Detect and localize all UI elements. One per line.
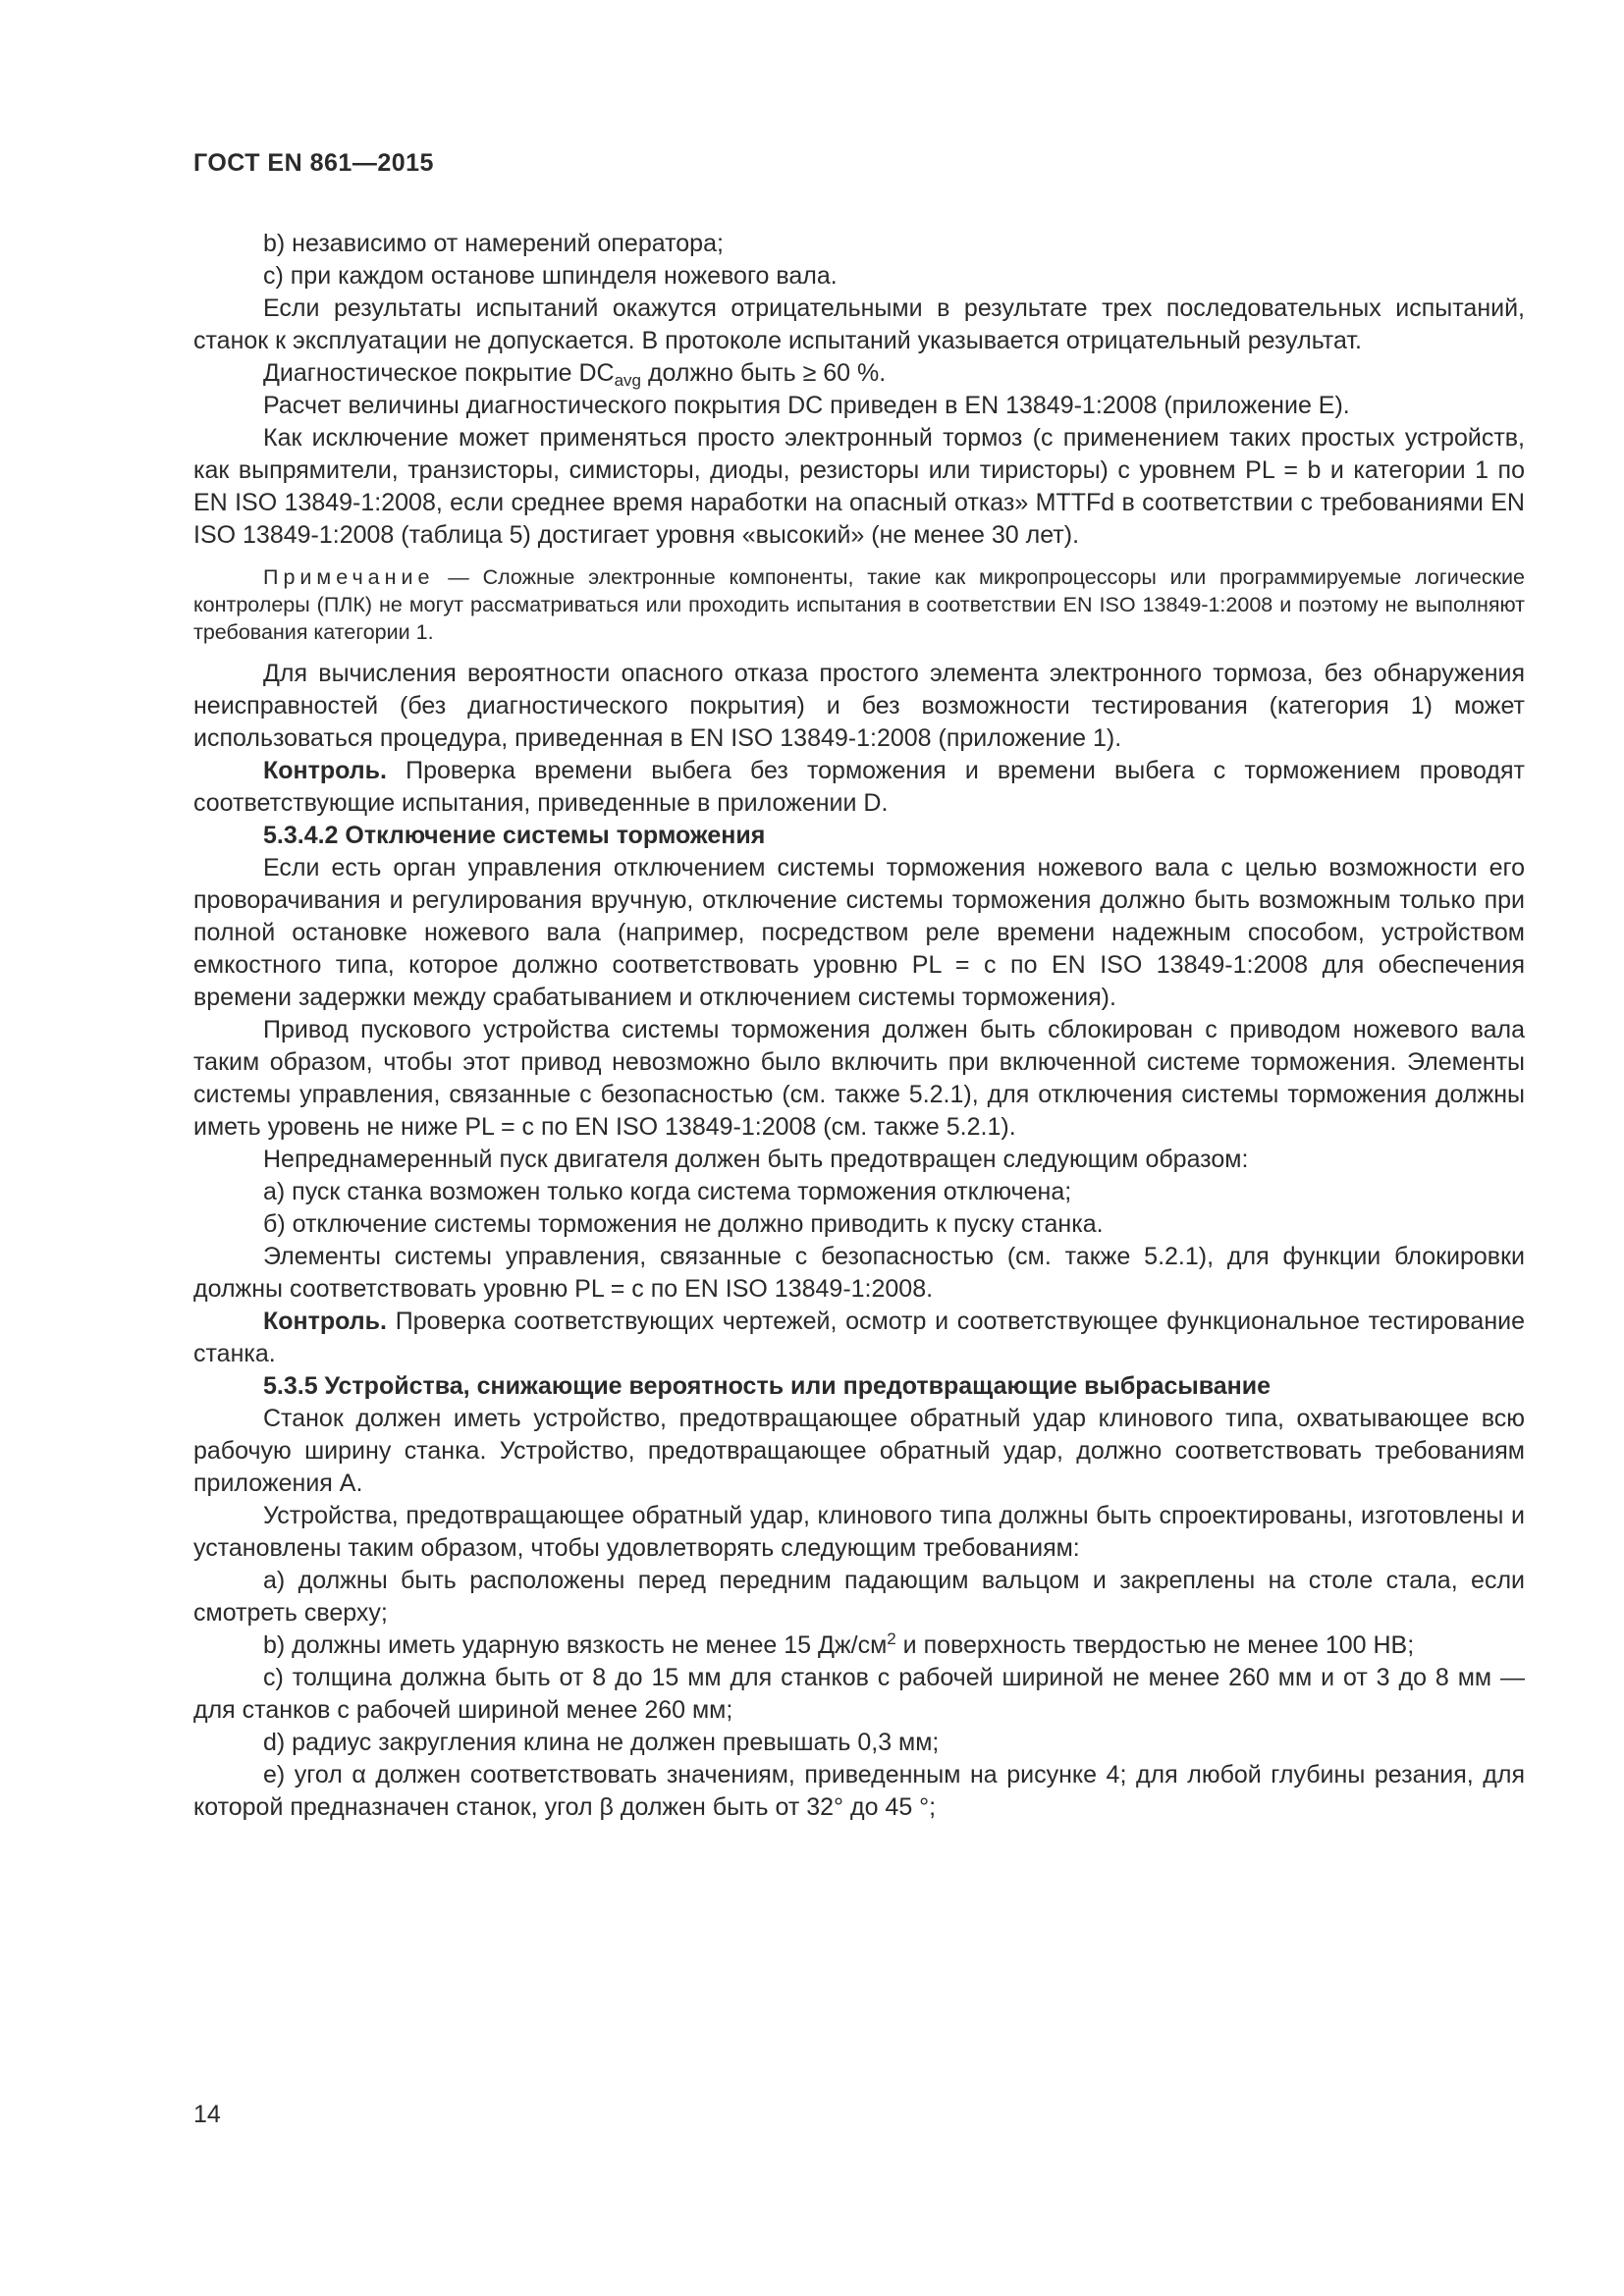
list-item: c) при каждом останове шпинделя ножевого вала. — [263, 262, 838, 290]
paragraph-text: Проверка соответствующих чертежей, осмотр и соответствующее функциональное тестирование станка. — [193, 1308, 1525, 1367]
paragraph-text: b) должны иметь ударную вязкость не менее 15 Дж/см — [263, 1631, 888, 1659]
page-body — [193, 228, 1525, 1824]
subscript: avg — [614, 371, 641, 390]
paragraph: Расчет величины диагностического покрытия DC приведен в EN 13849-1:2008 (приложение E). — [263, 392, 1350, 419]
note — [193, 563, 1525, 646]
paragraph-text: и поверхность твердостью не менее 100 HB; — [895, 1631, 1415, 1659]
control-label: Контроль. — [263, 1308, 387, 1335]
paragraph: Если результаты испытаний окажутся отрицательными в результате трех последовательных испытаний, станок к эксплуатации не допускается. В протоколе испытаний указывается отрицательный результат. — [193, 294, 1525, 354]
paragraph — [193, 755, 1525, 820]
section-heading: 5.3.4.2 Отключение системы торможения — [263, 822, 766, 849]
superscript: 2 — [887, 1629, 896, 1648]
note-text: — Сложные электронные компоненты, такие как микропроцессоры или программируемые логические контролеры (ПЛК) не могут рассматриваться или проходить испытания в соответствии EN ISO 13849-1:2008 и поэтому не выполняют требования категории 1. — [193, 565, 1525, 644]
list-item: b) независимо от намерений оператора; — [263, 230, 724, 257]
list-item: б) отключение системы торможения не должно приводить к пуску станка. — [263, 1210, 1104, 1238]
list-item: c) толщина должна быть от 8 до 15 мм для станков с рабочей шириной не менее 260 мм и от 3 до 8 мм — для станков с рабочей шириной менее 260 мм; — [193, 1664, 1525, 1724]
note-label: Примечание — [263, 565, 435, 589]
paragraph: Устройства, предотвращающее обратный удар, клинового типа должны быть спроектированы, изготовлены и установлены таким образом, чтобы удовлетворять следующим требованиям: — [193, 1502, 1525, 1562]
paragraph-text: Диагностическое покрытие DC — [263, 359, 615, 387]
paragraph — [193, 1306, 1525, 1370]
page-number: 14 — [193, 2101, 221, 2128]
paragraph: Элементы системы управления, связанные с безопасностью (см. также 5.2.1), для функции блокировки должны соответствовать уровню PL = c по EN ISO 13849-1:2008. — [193, 1243, 1525, 1303]
paragraph: Непреднамеренный пуск двигателя должен быть предотвращен следующим образом: — [263, 1146, 1249, 1173]
paragraph: Привод пускового устройства системы торможения должен быть сблокирован с приводом ножевого вала таким образом, чтобы этот привод невозможно было включить при включенной системе торможения. Элементы системы управления, связанные с безопасностью (см. также 5.2.1), для отключения системы торможения должны иметь уровень не ниже PL = c по EN ISO 13849-1:2008 (см. также 5.2.1). — [193, 1016, 1525, 1141]
control-label: Контроль. — [263, 757, 387, 784]
paragraph-text: Проверка времени выбега без торможения и времени выбега с торможением проводят соответствующие испытания, приведенные в приложении D. — [193, 757, 1525, 817]
list-item: d) радиус закругления клина не должен превышать 0,3 мм; — [263, 1729, 940, 1756]
paragraph — [193, 357, 1525, 390]
list-item: e) угол α должен соответствовать значениям, приведенным на рисунке 4; для любой глубины резания, для которой предназначен станок, угол β должен быть от 32° до 45 °; — [193, 1761, 1525, 1821]
paragraph: Станок должен иметь устройство, предотвращающее обратный удар клинового типа, охватывающее всю рабочую ширину станка. Устройство, предотвращающее обратный удар, должно соответствовать требованиям приложения A. — [193, 1405, 1525, 1497]
list-item — [193, 1629, 1525, 1662]
paragraph: Для вычисления вероятности опасного отказа простого элемента электронного тормоза, без обнаружения неисправностей (без диагностического покрытия) и без возможности тестирования (категория 1) может использоваться процедура, приведенная в EN ISO 13849-1:2008 (приложение 1). — [193, 660, 1525, 752]
paragraph: Если есть орган управления отключением системы торможения ножевого вала с целью возможности его проворачивания и регулирования вручную, отключение системы торможения должно быть возможным только при полной остановке ножевого вала (например, посредством реле времени надежным способом, устройством емкостного типа, которое должно соответствовать уровню PL = c по EN ISO 13849-1:2008 для обеспечения времени задержки между срабатыванием и отключением системы торможения). — [193, 854, 1525, 1011]
list-item: a) должны быть расположены перед передним падающим вальцом и закреплены на столе стала, если смотреть сверху; — [193, 1567, 1525, 1627]
paragraph-text: должно быть ≥ 60 %. — [641, 359, 887, 387]
paragraph: Как исключение может применяться просто электронный тормоз (с применением таких простых устройств, как выпрямители, транзисторы, симисторы, диоды, резисторы или тиристоры) с уровнем PL = b и категории 1 по EN ISO 13849-1:2008, если среднее время наработки на опасный отказ» MTTFd в соответствии с требованиями EN ISO 13849-1:2008 (таблица 5) достигает уровня «высокий» (не менее 30 лет). — [193, 424, 1525, 549]
list-item: а) пуск станка возможен только когда система торможения отключена; — [263, 1178, 1072, 1205]
section-heading: 5.3.5 Устройства, снижающие вероятность или предотвращающие выбрасывание — [263, 1372, 1272, 1400]
document-header: ГОСТ EN 861—2015 — [193, 149, 434, 177]
